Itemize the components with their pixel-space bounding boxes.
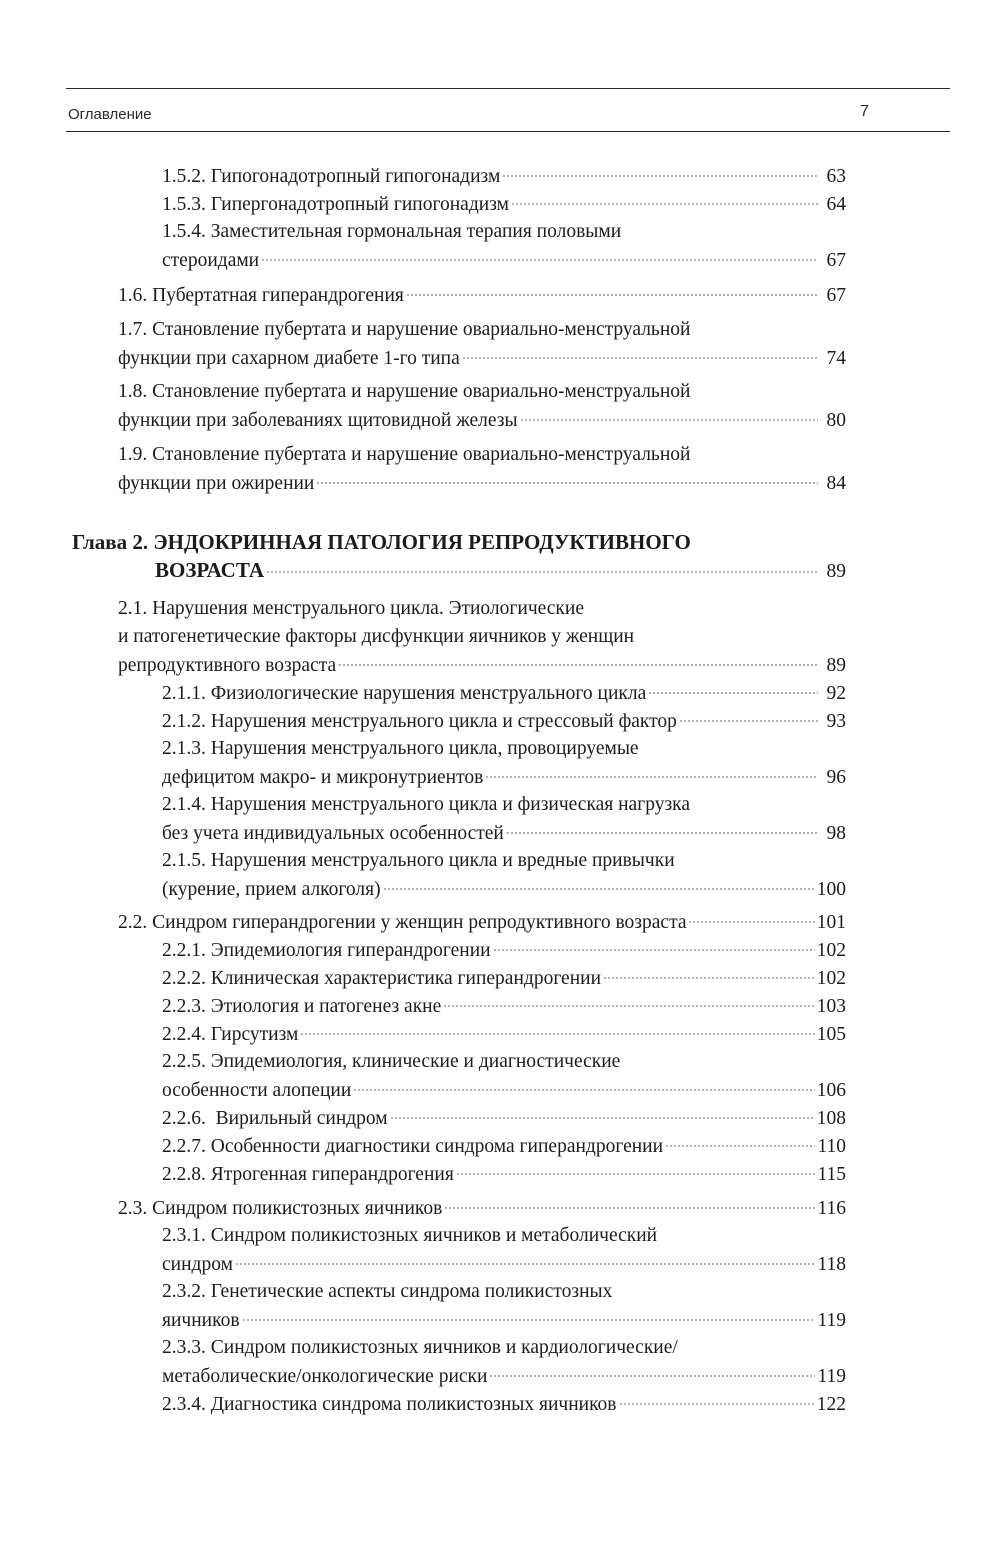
- toc-entry-2-1-4[interactable]: [162, 791, 846, 848]
- dot-leader: [485, 763, 818, 783]
- toc-entry-2-2-2[interactable]: [162, 964, 846, 993]
- header-top-rule: [66, 88, 950, 89]
- toc-entry-title-cont: и патогенетические факторы дисфункции яичников у женщин: [118, 626, 635, 647]
- toc-page-number: 110: [817, 1135, 846, 1157]
- toc-entry-title: 2.2.2. Клиническая характеристика гиперандрогении: [162, 967, 602, 989]
- toc-entry-1-5-4[interactable]: [162, 218, 846, 275]
- toc-entry-title: 2.3.3. Синдром поликистозных яичников и кардиологические/: [162, 1337, 678, 1358]
- dot-leader: [242, 1306, 816, 1326]
- toc-page-number: 101: [816, 911, 846, 933]
- toc-entry-title: 1.6. Пубертатная гиперандрогения: [118, 284, 404, 306]
- toc-page-number: 118: [817, 1253, 846, 1275]
- toc-page-number: 89: [826, 561, 846, 582]
- toc-page-number: 64: [826, 193, 846, 215]
- toc-entry-2-2-3[interactable]: [162, 992, 846, 1021]
- dot-leader: [456, 1160, 816, 1180]
- toc-entry-title: 1.8. Становление пубертата и нарушение овариально-менструальной: [118, 381, 691, 402]
- toc-entry-title-cont: стероидами: [162, 249, 260, 271]
- toc-page-number: 63: [826, 165, 846, 187]
- dot-leader: [235, 1250, 816, 1270]
- toc-page-number: 102: [816, 967, 846, 989]
- toc-page-number: 102: [816, 939, 846, 961]
- dot-leader: [493, 936, 815, 956]
- toc-entry-title: 2.3. Синдром поликистозных яичников: [118, 1197, 443, 1219]
- toc-entry-1-5-2[interactable]: [162, 162, 846, 191]
- toc-page-number: 119: [817, 1309, 846, 1331]
- toc-entry-2-2-5[interactable]: [162, 1048, 846, 1105]
- toc-entry-title: 2.1.2. Нарушения менструального цикла и стрессовый фактор: [162, 710, 677, 732]
- toc-entry-title: 2.1.1. Физиологические нарушения менструального цикла: [162, 682, 647, 704]
- toc-page-number: 122: [816, 1393, 846, 1415]
- header-bottom-rule: [66, 131, 950, 132]
- toc-entry-title-cont: (курение, прием алкоголя): [162, 878, 381, 900]
- toc-entry-2-2-8[interactable]: [162, 1160, 846, 1189]
- chapter-title-cont: ВОЗРАСТА: [155, 558, 264, 582]
- toc-entry-2-2[interactable]: [118, 908, 846, 937]
- toc-chapter-2[interactable]: [72, 528, 846, 586]
- toc-entry-title-cont: синдром: [162, 1253, 233, 1275]
- dot-leader: [648, 679, 818, 699]
- toc-entry-title-cont: функции при сахарном диабете 1-го типа: [118, 347, 460, 369]
- dot-leader: [619, 1390, 815, 1410]
- dot-leader: [679, 707, 818, 727]
- dot-leader: [383, 875, 815, 895]
- toc-entry-title: 2.2.4. Гирсутизм: [162, 1023, 299, 1045]
- toc-entry-title: 1.9. Становление пубертата и нарушение овариально-менструальной: [118, 444, 691, 465]
- toc-entry-title: 2.2.1. Эпидемиология гиперандрогении: [162, 939, 491, 961]
- dot-leader: [502, 162, 818, 182]
- toc-entry-title: 1.5.4. Заместительная гормональная терапия половыми: [162, 221, 622, 242]
- toc-page-number: 89: [826, 654, 846, 676]
- toc-entry-2-1-2[interactable]: [162, 707, 846, 736]
- toc-entry-title: 2.2.6. Вирильный синдром: [162, 1107, 388, 1129]
- chapter-title: Глава 2. ЭНДОКРИННАЯ ПАТОЛОГИЯ РЕПРОДУКТИВНОГО: [72, 530, 691, 554]
- toc-entry-title-cont: метаболические/онкологические риски: [162, 1365, 488, 1387]
- toc-entry-1-9[interactable]: [118, 441, 846, 498]
- toc-page-number: 74: [826, 347, 846, 369]
- toc-entry-2-3-4[interactable]: [162, 1390, 846, 1419]
- dot-leader: [511, 190, 818, 210]
- toc-entry-title: 2.2.5. Эпидемиология, клинические и диагностические: [162, 1051, 621, 1072]
- toc-entry-title-cont: дефицитом макро- и микронутриентов: [162, 766, 484, 788]
- toc-entry-2-1-1[interactable]: [162, 679, 846, 708]
- dot-leader: [406, 281, 818, 301]
- toc-page-number: 98: [826, 822, 846, 844]
- toc-page-number: 105: [816, 1023, 846, 1045]
- toc-page-number: 108: [816, 1107, 846, 1129]
- dot-leader: [462, 344, 818, 364]
- toc-entry-title-cont: без учета индивидуальных особенностей: [162, 822, 504, 844]
- toc-entry-title: 1.5.3. Гипергонадотропный гипогонадизм: [162, 193, 509, 215]
- dot-leader: [506, 819, 818, 839]
- toc-entry-title: 2.3.1. Синдром поликистозных яичников и метаболический: [162, 1225, 658, 1246]
- dot-leader: [603, 964, 815, 984]
- dot-leader: [489, 1362, 815, 1382]
- dot-leader: [316, 469, 818, 489]
- dot-leader: [266, 556, 818, 577]
- toc-entry-title: 2.2.7. Особенности диагностики синдрома гиперандрогении: [162, 1135, 664, 1157]
- toc-entry-title: 2.1. Нарушения менструального цикла. Этиологические: [118, 598, 584, 619]
- dot-leader: [390, 1104, 815, 1124]
- page-number: 7: [860, 103, 869, 120]
- dot-leader: [338, 651, 818, 671]
- dot-leader: [520, 406, 818, 426]
- toc-entry-title: 2.2. Синдром гиперандрогении у женщин репродуктивного возраста: [118, 911, 687, 933]
- toc-page-number: 67: [826, 249, 846, 271]
- toc-entry-2-1[interactable]: [118, 595, 846, 680]
- dot-leader: [665, 1132, 815, 1152]
- toc-entry-title: 2.1.3. Нарушения менструального цикла, провоцируемые: [162, 738, 639, 759]
- toc-entry-2-2-1[interactable]: [162, 936, 846, 965]
- toc-entry-2-3[interactable]: [118, 1194, 846, 1223]
- toc-entry-2-1-5[interactable]: [162, 847, 846, 904]
- toc-entry-2-2-4[interactable]: [162, 1020, 846, 1049]
- toc-entry-title: 1.5.2. Гипогонадотропный гипогонадизм: [162, 165, 501, 187]
- toc-entry-title: 2.2.8. Ятрогенная гиперандрогения: [162, 1163, 454, 1185]
- dot-leader: [353, 1076, 814, 1096]
- toc-entry-2-1-3[interactable]: [162, 735, 846, 792]
- toc-entry-title: 2.1.4. Нарушения менструального цикла и физическая нагрузка: [162, 794, 690, 815]
- toc-entry-title: 1.7. Становление пубертата и нарушение овариально-менструальной: [118, 319, 691, 340]
- toc-page-number: 92: [826, 682, 846, 704]
- toc-page-number: 100: [816, 878, 846, 900]
- toc-page-number: 106: [816, 1079, 846, 1101]
- toc-page-number: 96: [826, 766, 846, 788]
- toc-page-number: 103: [816, 995, 846, 1017]
- toc-entry-title: 2.3.4. Диагностика синдрома поликистозных яичников: [162, 1393, 617, 1415]
- toc-page-number: 116: [817, 1197, 846, 1219]
- toc-entry-2-2-6[interactable]: [162, 1104, 846, 1133]
- toc-page-number: 84: [826, 472, 846, 494]
- toc-page-number: 93: [826, 710, 846, 732]
- toc-page-number: 80: [826, 409, 846, 431]
- toc-entry-title: 2.1.5. Нарушения менструального цикла и вредные привычки: [162, 850, 675, 871]
- toc-entry-2-3-3[interactable]: [162, 1334, 846, 1391]
- dot-leader: [300, 1020, 814, 1040]
- dot-leader: [443, 992, 814, 1012]
- toc-entry-title-cont: яичников: [162, 1309, 240, 1331]
- toc-entry-title-cont: функции при ожирении: [118, 472, 315, 494]
- toc-entry-title-cont: репродуктивного возраста: [118, 654, 337, 676]
- running-title: Оглавление: [68, 106, 152, 123]
- toc-page-number: 119: [817, 1365, 846, 1387]
- toc-entry-1-5-3[interactable]: [162, 190, 846, 219]
- toc-entry-1-8[interactable]: [118, 378, 846, 435]
- toc-entry-1-7[interactable]: [118, 316, 846, 373]
- dot-leader: [261, 246, 818, 266]
- toc-entry-1-6[interactable]: [118, 281, 846, 310]
- toc-page-number: 67: [826, 284, 846, 306]
- toc-page-number: 115: [817, 1163, 846, 1185]
- toc-entry-2-3-1[interactable]: [162, 1222, 846, 1279]
- toc-entry-title-cont: особенности алопеции: [162, 1079, 352, 1101]
- dot-leader: [688, 908, 814, 928]
- toc-entry-title-cont: функции при заболеваниях щитовидной железы: [118, 409, 518, 431]
- dot-leader: [444, 1194, 815, 1214]
- toc-entry-2-3-2[interactable]: [162, 1278, 846, 1335]
- toc-entry-title: 2.3.2. Генетические аспекты синдрома поликистозных: [162, 1281, 613, 1302]
- toc-entry-title: 2.2.3. Этиология и патогенез акне: [162, 995, 442, 1017]
- toc-entry-2-2-7[interactable]: [162, 1132, 846, 1161]
